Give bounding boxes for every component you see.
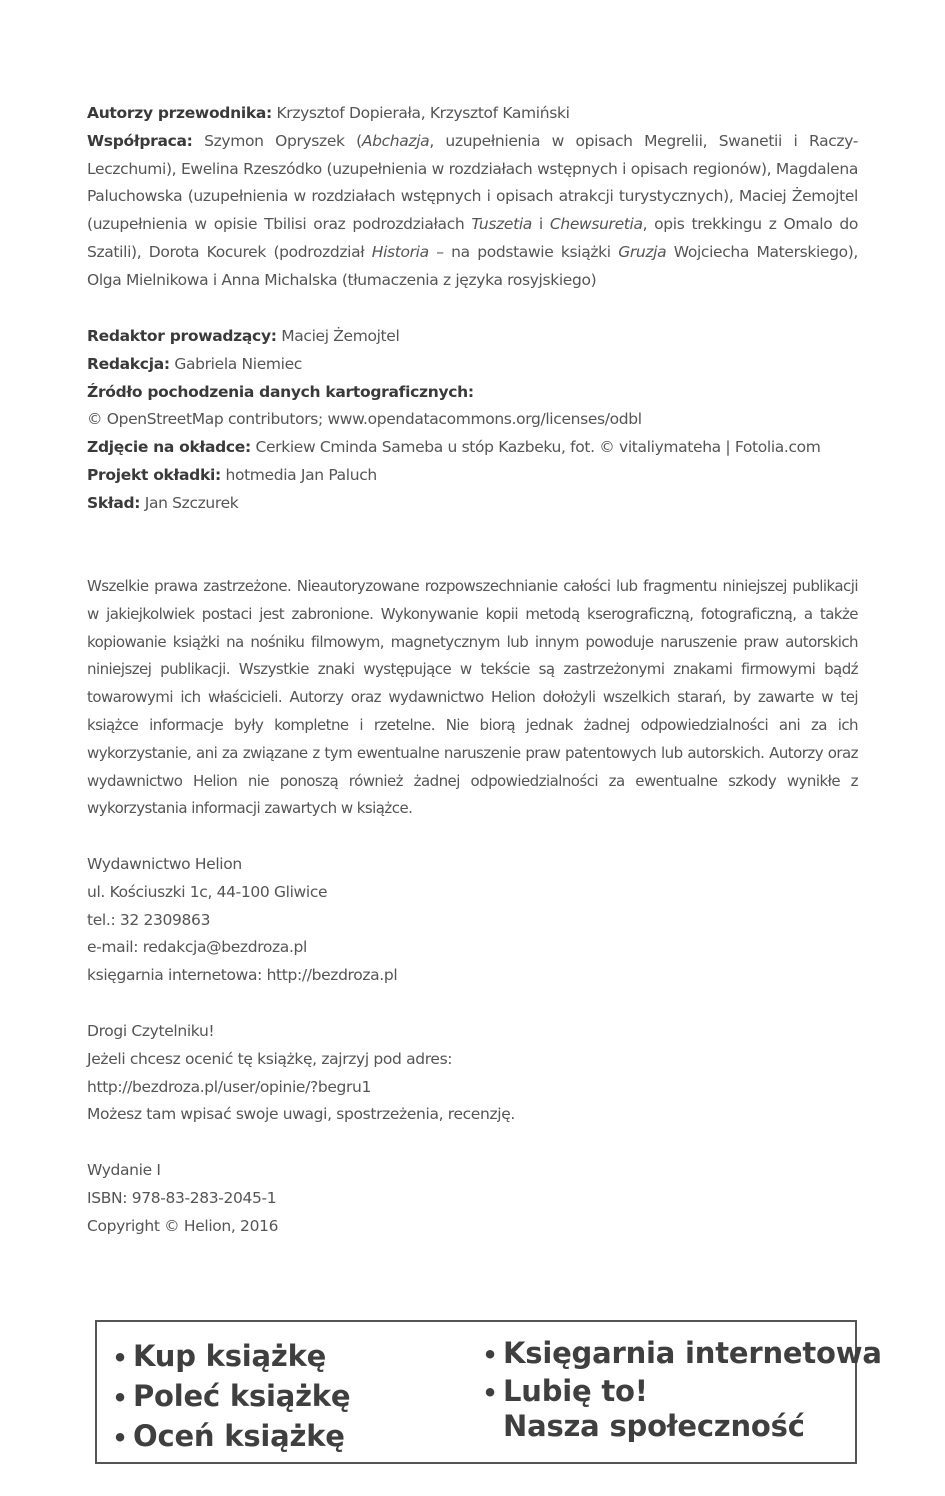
- bullet-icon: •: [112, 1344, 128, 1372]
- authors-label: Autorzy przewodnika:: [87, 104, 272, 122]
- edition-number: Wydanie I: [87, 1161, 161, 1179]
- publisher-email: e-mail: redakcja@bezdroza.pl: [87, 938, 307, 957]
- publisher-address: ul. Kościuszki 1c, 44-100 Gliwice: [87, 882, 328, 901]
- cooperation-tuszetia: Tuszetia: [471, 215, 532, 234]
- recommend-book-link[interactable]: [107, 1376, 350, 1416]
- redaction-line: [87, 351, 858, 379]
- cooperation-abchazja: Abchazja: [361, 131, 430, 150]
- reader-section: [87, 1018, 858, 1129]
- editor-label: Redaktor prowadzący:: [87, 327, 277, 345]
- bullet-icon: •: [482, 1341, 498, 1369]
- authors-value: Krzysztof Dopierała, Krzysztof Kamiński: [276, 104, 570, 122]
- reader-note: Możesz tam wpisać swoje uwagi, spostrzeżenia, recenzję.: [87, 1105, 515, 1124]
- reader-invite: Jeżeli chcesz ocenić tę książkę, zajrzyj pod adres:: [87, 1049, 453, 1068]
- promo-left-column: [107, 1336, 350, 1456]
- cooperation-text: i: [531, 215, 550, 234]
- like-label: Lubię to!: [503, 1374, 648, 1408]
- like-link[interactable]: [477, 1372, 882, 1410]
- publisher-name: Wydawnictwo Helion: [87, 855, 242, 873]
- cooperation-text: – na podstawie książki: [428, 242, 619, 261]
- rights-paragraph: Wszelkie prawa zastrzeżone. Nieautoryzowane rozpowszechnianie całości lub fragmentu niniejszej publikacji w jakiejkolwiek postaci jest zabronione. Wykonywanie kopii metodą kserograficzną, fotograficzną, a także kopiowanie książki na nośniku filmowym, magnetycznym lub innym powoduje naruszenie praw autorskich niniejszej publikacji. Wszystkie znaki występujące w tekście są zastrzeżonymi znakami firmowymi bądź towarowymi ich właścicieli. Autorzy oraz wydawnictwo Helion dołożyli wszelkich starań, by zawarte w tej książce informacje były kompletne i rzetelne. Nie biorą jednak żadnej odpowiedzialności ani za ich wykorzystanie, ani za związane z tym ewentualne naruszenie praw patentowych lub autorskich. Autorzy oraz wydawnictwo Helion nie ponoszą również żadnej odpowiedzialności za ewentualne szkody wynikłe z wykorzystania informacji zawartych w książce.: [87, 577, 858, 818]
- map-source-label: Źródło pochodzenia danych kartograficznych:: [87, 382, 474, 401]
- redaction-value: Gabriela Niemiec: [174, 354, 302, 373]
- credits-section: [87, 100, 858, 295]
- rate-book-label: Oceń książkę: [133, 1419, 345, 1453]
- bookstore-label: Księgarnia internetowa: [503, 1336, 882, 1370]
- publisher-section: [87, 851, 858, 990]
- map-source-value-line: [87, 406, 858, 434]
- typesetting-value: Jan Szczurek: [144, 493, 239, 512]
- typesetting-label: Skład:: [87, 493, 141, 512]
- cover-photo-line: [87, 434, 858, 462]
- staff-section: [87, 323, 858, 518]
- promo-box: [95, 1320, 882, 1464]
- publisher-shop: księgarnia internetowa: http://bezdroza.pl: [87, 966, 398, 985]
- promo-right-column: [477, 1334, 882, 1442]
- map-source-value: © OpenStreetMap contributors; www.opendatacommons.org/licenses/odbl: [87, 410, 642, 429]
- cooperation-chewsuretia: Chewsuretia: [549, 215, 643, 234]
- isbn: ISBN: 978-83-283-2045-1: [87, 1188, 277, 1207]
- redaction-label: Redakcja:: [87, 354, 170, 373]
- editor-value: Maciej Żemojtel: [281, 327, 400, 345]
- reader-url: http://bezdroza.pl/user/opinie/?begru1: [87, 1077, 372, 1096]
- recommend-book-label: Poleć książkę: [133, 1379, 351, 1413]
- cooperation-text: Szymon Opryszek (: [204, 131, 362, 150]
- publisher-phone: tel.: 32 2309863: [87, 910, 211, 929]
- cooperation-text: Wojciecha Materskiego), Olga Mielnikowa i Anna Michalska (tłumaczenia z języka rosyjskiego): [87, 242, 859, 289]
- cover-design-value: hotmedia Jan Paluch: [225, 465, 377, 484]
- bullet-icon: •: [112, 1424, 128, 1452]
- editor-line: [87, 323, 858, 351]
- rate-book-link[interactable]: [107, 1416, 350, 1456]
- map-source-label-line: [87, 379, 858, 407]
- buy-book-link[interactable]: [107, 1336, 350, 1376]
- cooperation-text: , opis trekkingu z Omalo do Szatili), Dorota Kocurek (podrozdział: [87, 215, 858, 261]
- cover-design-label: Projekt okładki:: [87, 465, 221, 484]
- cooperation-text: , uzupełnienia w opisach Megrelii, Swanetii i Raczy-Leczchumi), Ewelina Rzeszódko (uzupełnienia w rozdziałach wstępnych i opisach regionów), Magdalena Paluchowska (uzupełnienia w rozdziałach wstępnych i opisach atrakcji turystycznych), Maciej Żemojtel (uzupełnienia w opisie Tbilisi oraz podrozdziałach: [87, 131, 858, 234]
- cover-photo-value: Cerkiew Cminda Sameba u stóp Kazbeku, fot. © vitaliymateha | Fotolia.com: [255, 438, 821, 457]
- cooperation-historia: Historia: [371, 242, 429, 261]
- bullet-icon: •: [112, 1384, 128, 1412]
- authors-line: [87, 100, 858, 128]
- copyright: Copyright © Helion, 2016: [87, 1216, 279, 1235]
- cooperation-gruzja: Gruzja: [618, 242, 667, 261]
- cover-photo-label: Zdjęcie na okładce:: [87, 438, 251, 457]
- bookstore-link[interactable]: [477, 1334, 882, 1372]
- cooperation-label: Współpraca:: [87, 131, 193, 150]
- reader-greeting: Drogi Czytelniku!: [87, 1022, 215, 1040]
- community-link[interactable]: Nasza społeczność: [503, 1409, 805, 1443]
- cover-design-line: [87, 462, 858, 490]
- typesetting-line: [87, 490, 858, 518]
- buy-book-label: Kup książkę: [133, 1339, 327, 1373]
- bullet-icon: •: [482, 1379, 498, 1407]
- edition-section: [87, 1157, 858, 1240]
- cooperation-paragraph: [87, 128, 858, 295]
